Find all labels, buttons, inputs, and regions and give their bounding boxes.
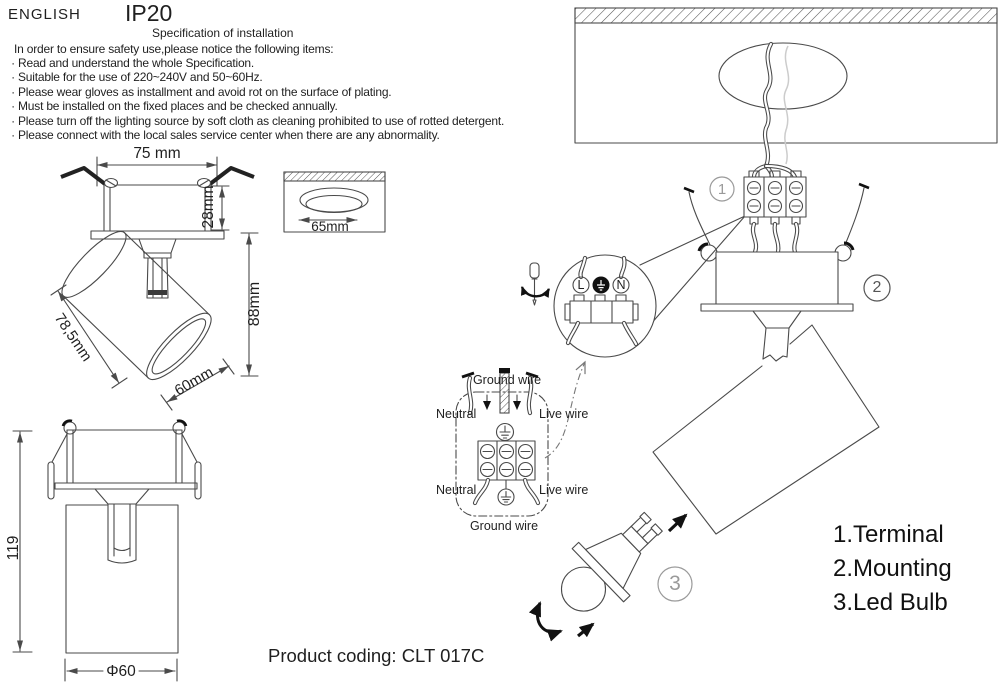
recessed-side-view-drawing [61, 157, 254, 298]
led-bulb-drawing [542, 495, 679, 631]
legend-led-bulb: 3.Led Bulb [833, 589, 948, 616]
instruction-item [8, 99, 504, 113]
legend-mounting: 2.Mounting [833, 555, 952, 582]
instruction-text: Please wear gloves as installment and avoid rot on the surface of plating. [18, 84, 392, 99]
spec-title: Specification of installation [152, 26, 294, 40]
dim-recess-depth: 28mm [200, 185, 217, 229]
language-label: ENGLISH [8, 6, 81, 23]
front-view-drawing [13, 421, 201, 681]
bullet-marker: · [11, 70, 15, 85]
instruction-text: Read and understand the whole Specification. [18, 56, 255, 70]
callout-1-number: 1 [717, 181, 727, 198]
instruction-text: Please connect with the local sales service center when there are any abnormality. [18, 127, 440, 142]
dim-cutout-diameter: 65mm [311, 219, 349, 234]
dim-body-length: 78,5mm [50, 310, 96, 365]
instruction-item [8, 70, 504, 84]
ground-wire-top-label: Ground wire [472, 373, 542, 387]
product-coding: Product coding: CLT 017C [268, 645, 485, 666]
bullet-marker: · [11, 127, 15, 142]
instructions-list [8, 56, 504, 142]
instruction-item [8, 128, 504, 142]
dim-total-height: 119 [5, 535, 22, 561]
bullet-marker: · [11, 99, 15, 114]
terminal-neutral-label: N [616, 278, 626, 292]
instruction-text: Must be installed on the fixed places and be checked annually. [18, 99, 338, 114]
instruction-text: Please turn off the lighting source by soft cloth as cleaning prohibited to use of rotted detergent. [18, 113, 505, 128]
terminal-detail-drawing [522, 216, 745, 357]
instruction-item [8, 56, 504, 70]
callout-2-number: 2 [872, 279, 882, 296]
bullet-marker: · [11, 113, 15, 128]
dim-base-diameter: Φ60 [106, 663, 136, 680]
ground-wire-bottom-label: Ground wire [469, 519, 539, 533]
callout-3-number: 3 [669, 572, 681, 595]
dim-body-diameter: 60mm [171, 363, 217, 400]
live-wire-bottom-label: Live wire [539, 483, 589, 497]
live-wire-top-label: Live wire [539, 407, 589, 421]
neutral-top-label: Neutral [436, 407, 477, 421]
body-dimensions-drawing [51, 224, 258, 410]
screwdriver-icon [522, 263, 549, 305]
dim-body-height: 88mm [246, 281, 263, 327]
legend-terminal: 1.Terminal [833, 521, 944, 548]
instruction-text: Suitable for the use of 220~240V and 50~60Hz. [18, 70, 263, 85]
bullet-marker: · [11, 56, 15, 70]
instruction-item [8, 114, 504, 128]
dim-flange-width: 75 mm [133, 145, 181, 162]
bullet-marker: · [11, 84, 15, 99]
ip-rating-label: IP20 [125, 0, 173, 26]
neutral-bottom-label: Neutral [436, 483, 477, 497]
instructions-intro: In order to ensure safety use,please notice the following items: [14, 42, 334, 56]
terminal-live-label: L [577, 278, 585, 292]
instruction-item [8, 85, 504, 99]
